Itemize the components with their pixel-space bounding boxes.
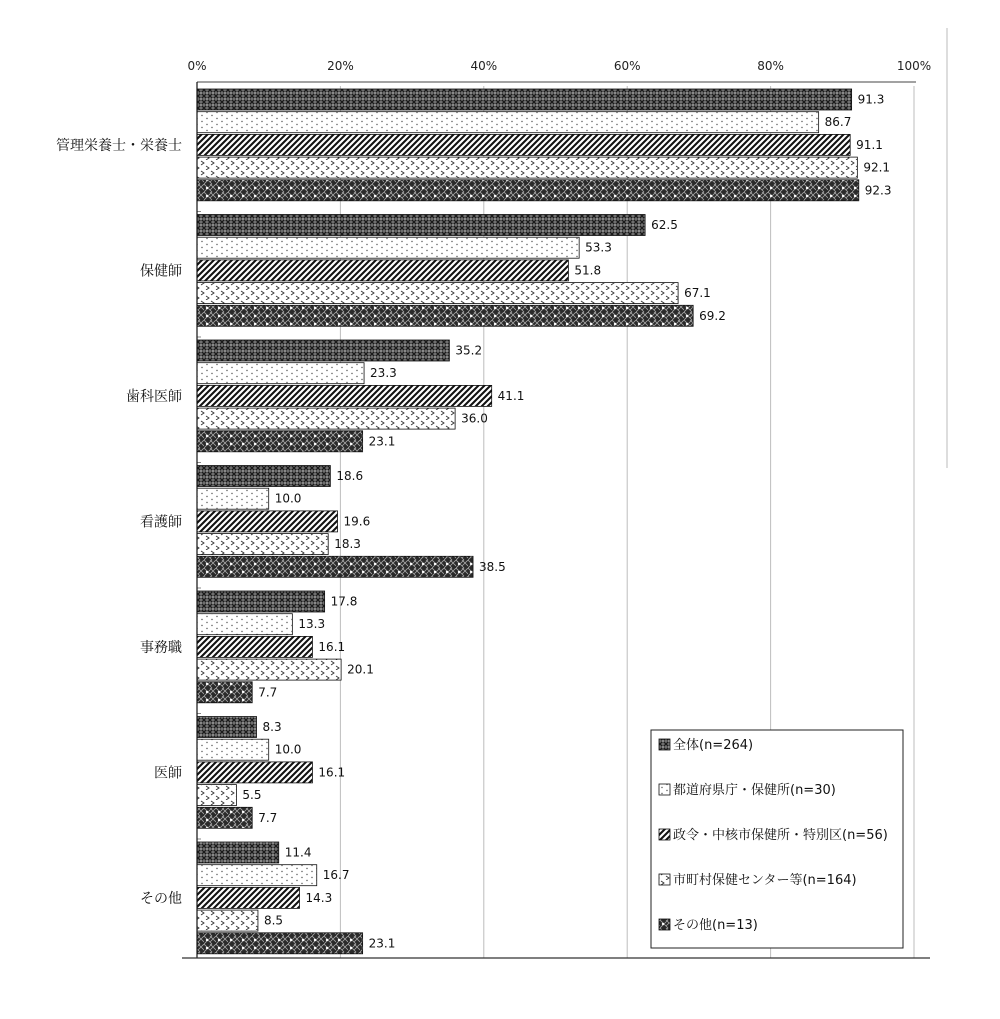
bar: [197, 659, 341, 680]
data-label: 41.1: [497, 388, 525, 403]
legend: [651, 730, 903, 948]
data-label: 36.0: [461, 411, 488, 426]
data-label: 69.2: [699, 308, 726, 323]
category-label: 管理栄養士・栄養士: [56, 137, 182, 154]
category-label: その他: [140, 890, 182, 907]
data-label: 67.1: [684, 286, 711, 301]
data-label: 16.1: [318, 639, 346, 654]
data-label: 51.8: [574, 263, 602, 278]
data-label: 23.1: [368, 936, 396, 951]
data-label: 91.3: [857, 92, 885, 107]
data-label: 8.3: [262, 720, 282, 734]
bar: [197, 807, 252, 828]
legend-entry: 全体(n=264): [673, 738, 754, 753]
data-label: 17.8: [330, 594, 358, 609]
data-label: 16.1: [318, 765, 346, 780]
data-label: 14.3: [305, 890, 333, 905]
legend-swatch: [659, 784, 670, 795]
bar: [197, 534, 328, 555]
bar: [197, 237, 579, 258]
bar: [197, 887, 300, 908]
data-label: 38.5: [479, 559, 506, 574]
x-tick-label: 100%: [896, 59, 932, 73]
bar: [197, 933, 363, 954]
bar: [197, 636, 312, 657]
data-label: 16.7: [322, 868, 350, 883]
data-label: 92.3: [864, 183, 892, 198]
data-label: 19.6: [343, 514, 371, 529]
data-label: 10.0: [274, 742, 302, 757]
data-label: 7.7: [258, 810, 278, 825]
data-label: 18.3: [334, 537, 361, 552]
bar: [197, 614, 292, 635]
bar: [197, 466, 330, 487]
bar: [197, 340, 449, 361]
data-label: 35.2: [455, 343, 483, 358]
bar: [197, 785, 236, 806]
bar: [197, 134, 850, 155]
bar: [197, 112, 819, 133]
x-tick-label: 20%: [327, 59, 354, 73]
bar: [197, 180, 859, 201]
data-label: 23.3: [370, 366, 397, 381]
data-label: 5.5: [242, 788, 262, 803]
bar: [197, 363, 364, 384]
x-tick-label: 60%: [613, 59, 641, 73]
bar: [197, 283, 678, 304]
x-tick-label: 40%: [470, 59, 498, 73]
legend-swatch: [659, 919, 670, 930]
data-label: 23.1: [368, 434, 396, 449]
category-label: 保健師: [140, 263, 182, 280]
category-label: 事務職: [140, 639, 182, 656]
bar: [197, 739, 269, 760]
category-label: 看護師: [140, 514, 182, 531]
bar: [197, 717, 257, 738]
legend-entry: 市町村保健センター等(n=164): [673, 873, 857, 888]
bar: [197, 556, 473, 577]
data-label: 62.5: [651, 218, 678, 232]
bar: [197, 408, 455, 429]
data-label: 7.7: [258, 685, 278, 700]
bar: [197, 865, 317, 886]
x-tick-label: 0%: [187, 59, 207, 73]
data-label: 86.7: [824, 115, 852, 130]
bar: [197, 157, 857, 178]
legend-entry: 都道府県庁・保健所(n=30): [673, 783, 836, 798]
bar: [197, 488, 269, 509]
bar: [197, 511, 338, 532]
data-label: 18.6: [336, 469, 364, 483]
data-label: 10.0: [274, 491, 302, 506]
bar: [197, 89, 852, 110]
bar: [197, 842, 279, 863]
legend-swatch: [659, 829, 670, 840]
bar: [197, 260, 568, 281]
data-label: 92.1: [863, 160, 891, 175]
x-tick-label: 80%: [757, 59, 784, 73]
data-label: 8.5: [263, 913, 284, 928]
bar: [197, 431, 363, 452]
data-label: 53.3: [585, 240, 612, 255]
bar: [197, 305, 693, 326]
data-label: 13.3: [298, 617, 326, 632]
data-label: 11.4: [284, 845, 312, 860]
bar: [197, 591, 325, 612]
bar: [197, 385, 492, 406]
bar: [197, 215, 645, 236]
data-label: 20.1: [347, 662, 374, 677]
legend-entry: 政令・中核市保健所・特別区(n=56): [673, 828, 888, 843]
bar: [197, 910, 258, 931]
data-label: 91.1: [856, 137, 883, 152]
category-label: 歯科医師: [126, 388, 182, 405]
category-label: 医師: [154, 765, 182, 782]
legend-entry: その他(n=13): [673, 918, 758, 933]
bar: [197, 682, 252, 703]
bar: [197, 762, 312, 783]
legend-swatch: [659, 739, 670, 750]
legend-swatch: [659, 874, 670, 885]
